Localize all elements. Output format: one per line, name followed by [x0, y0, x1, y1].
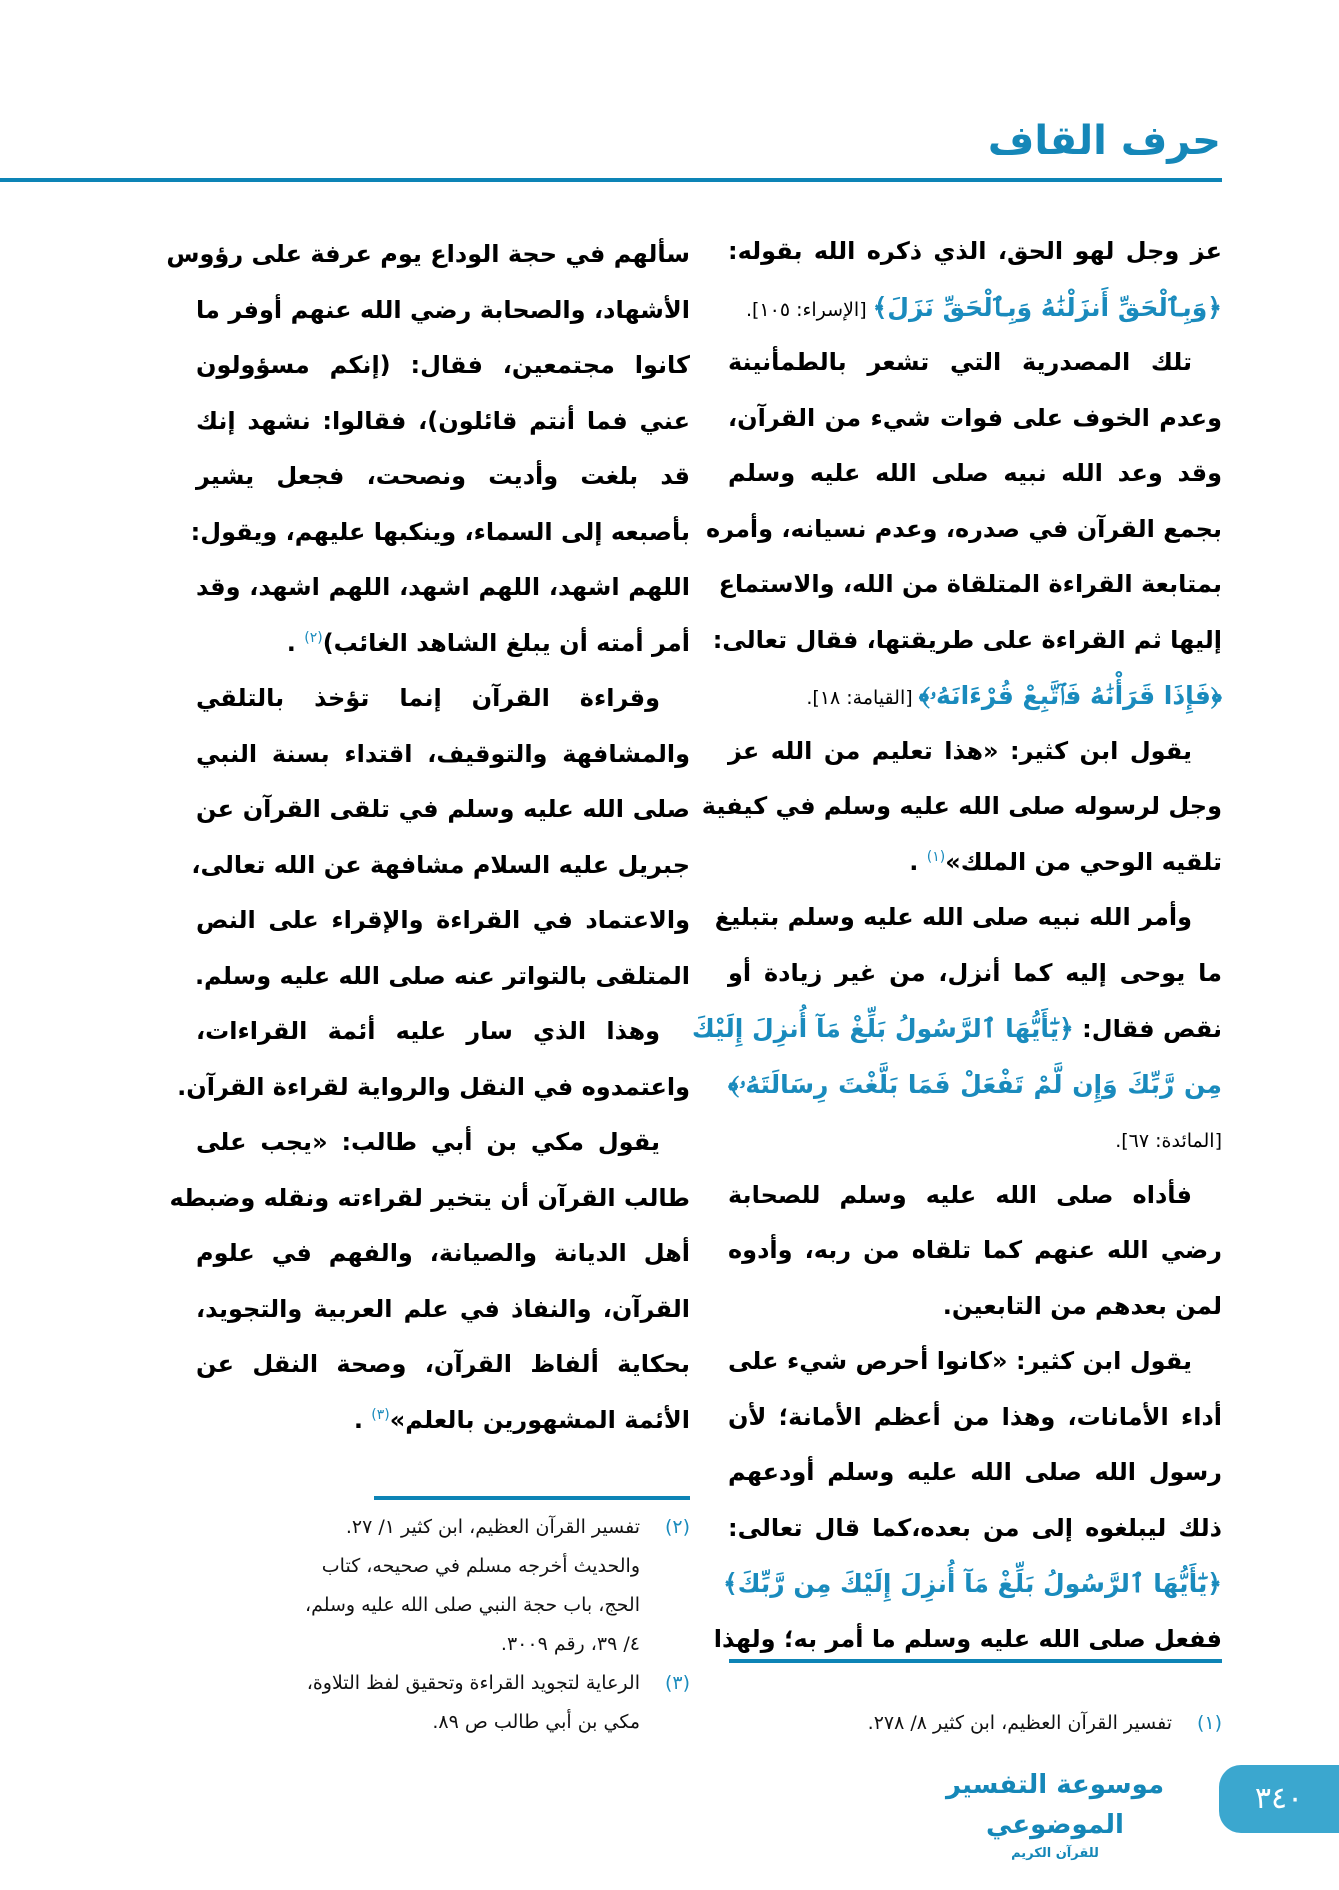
footnote-line	[196, 1508, 690, 1547]
text-line	[728, 835, 1222, 891]
text-line	[728, 1112, 1222, 1168]
quran-verse: ﴿وَبِٱلْحَقِّ أَنزَلْنَٰهُ وَبِٱلْحَقِّ نَزَلَ﴾	[872, 292, 1222, 322]
body-text: ففعل صلى الله عليه وسلم ما أمر به؛ ولهذا	[713, 1624, 1222, 1653]
body-text: رسول الله صلى الله عليه وسلم أودعهم	[728, 1458, 1222, 1486]
text-line	[722, 1556, 1222, 1612]
text-line	[728, 446, 1222, 502]
text-line	[728, 1390, 1222, 1446]
body-text: كانوا مجتمعين، فقال: (إنكم مسؤولون	[196, 351, 690, 379]
body-text: وهذا الذي سار عليه أئمة القراءات،	[196, 1017, 660, 1045]
body-text: .	[353, 1405, 372, 1434]
text-line	[728, 724, 1222, 780]
quran-verse: مِن رَّبِّكَ وَإِن لَّمْ تَفْعَلْ فَمَا بَلَّغْتَ رِسَالَتَهُۥ﴾	[728, 1069, 1222, 1099]
text-line	[166, 227, 690, 283]
body-text: رضي الله عنهم كما تلقاه من ربه، وأدوه	[728, 1236, 1222, 1264]
body-text: إليها ثم القراءة على طريقتها، فقال تعالى:	[712, 625, 1222, 654]
footnote-text: ٤/ ٣٩، رقم ٣٠٠٩.	[500, 1633, 640, 1655]
body-text: لمن بعدهم من التابعين.	[942, 1291, 1222, 1320]
body-text: صلى الله عليه وسلم في تلقى القرآن عن	[196, 795, 690, 823]
page-number-tab: ٣٤٠	[1219, 1765, 1339, 1833]
text-line	[177, 1060, 690, 1116]
body-text: القرآن، والنفاذ في علم العربية والتجويد،	[196, 1294, 690, 1323]
text-line	[728, 1223, 1222, 1279]
verse-citation: [القيامة: ١٨].	[806, 687, 919, 709]
text-line	[714, 890, 1222, 946]
text-line	[728, 946, 1222, 1002]
text-line	[728, 391, 1222, 447]
text-line	[196, 616, 690, 672]
chapter-title: حرف القاف	[987, 118, 1221, 164]
text-line	[169, 1171, 690, 1227]
footnote-ref[interactable]: (١)	[926, 848, 946, 865]
footnote-text: والحديث أخرجه مسلم في صحيحه، كتاب	[321, 1555, 640, 1577]
footnote-ref[interactable]: (٣)	[371, 1406, 390, 1423]
footnote-number: (١)	[1196, 1712, 1222, 1734]
body-text: والاعتماد في القراءة والإقراء على النص	[196, 906, 690, 934]
left-text-column	[166, 227, 690, 1448]
footnote-divider-right	[729, 1659, 1222, 1663]
body-text: عز وجل لهو الحق، الذي ذكره الله بقوله:	[728, 237, 1222, 265]
body-text: وقد وعد الله نبيه صلى الله عليه وسلم	[728, 459, 1222, 487]
body-text: والمشافهة والتوقيف، اقتداء بسنة النبي	[196, 739, 690, 768]
body-text: وأمر الله نبيه صلى الله عليه وسلم بتبليغ	[714, 903, 1192, 931]
text-line	[196, 560, 690, 616]
body-text: المتلقى بالتواتر عنه صلى الله عليه وسلم.	[194, 961, 690, 990]
footnote-text: الحج، باب حجة النبي صلى الله عليه وسلم،	[304, 1594, 640, 1616]
body-text: اللهم اشهد، اللهم اشهد، اللهم اشهد، وقد	[196, 573, 690, 601]
body-text: وقراءة القرآن إنما تؤخذ بالتلقي	[196, 684, 660, 712]
text-line	[196, 893, 690, 949]
footnote-line	[196, 1625, 690, 1664]
footnote-line	[196, 1547, 690, 1586]
text-line	[196, 1226, 690, 1282]
body-text: عني فما أنتم قائلون)، فقالوا: نشهد إنك	[196, 406, 690, 435]
body-text: يقول ابن كثير: «هذا تعليم من الله عز	[728, 736, 1192, 765]
logo-subtitle: للقرآن الكريم	[1011, 1846, 1099, 1861]
text-line	[196, 782, 690, 838]
text-line	[701, 779, 1222, 835]
text-line	[728, 1501, 1222, 1557]
footnote-line	[196, 1664, 690, 1703]
body-text: أهل الديانة والصيانة، والفهم في علوم	[196, 1239, 690, 1267]
footnote-line	[196, 1703, 690, 1742]
text-line	[196, 1282, 690, 1338]
logo-title: موسوعة التفسير الموضوعي	[945, 1770, 1165, 1840]
body-text: أداء الأمانات، وهذا من أعظم الأمانة؛ لأن	[728, 1402, 1222, 1431]
body-text: تلقيه الوحي من الملك»	[945, 847, 1222, 876]
body-text: يقول ابن كثير: «كانوا أحرص شيء على	[728, 1347, 1192, 1375]
footnote-line	[196, 1586, 690, 1625]
text-line	[705, 502, 1222, 558]
text-line	[191, 838, 690, 894]
body-text: فأداه صلى الله عليه وسلم للصحابة	[728, 1180, 1192, 1209]
verse-citation: [المائدة: ٦٧].	[1115, 1130, 1222, 1152]
text-line	[728, 668, 1222, 724]
body-text: .	[909, 847, 927, 876]
text-line	[196, 727, 690, 783]
body-text: وعدم الخوف على فوات شيء من القرآن،	[728, 403, 1222, 432]
text-line	[691, 1001, 1222, 1057]
body-text: بمتابعة القراءة المتلقاة من الله، والاستماع	[718, 570, 1222, 598]
body-text: جبريل عليه السلام مشافهة عن الله تعالى،	[191, 850, 690, 879]
body-text: بجمع القرآن في صدره، وعدم نسيانه، وأمره	[705, 514, 1222, 543]
text-line	[728, 224, 1222, 280]
verse-citation: [الإسراء: ١٠٥].	[745, 298, 873, 321]
footnotes-right	[729, 1704, 1222, 1743]
text-line	[196, 394, 690, 450]
quran-verse: ﴿يَٰٓأَيُّهَا ٱلرَّسُولُ بَلِّغْ مَآ أُنزِلَ إِلَيْكَ مِن رَّبِّكَ﴾	[722, 1569, 1222, 1598]
footnote-text: تفسير القرآن العظيم، ابن كثير ١/ ٢٧.	[345, 1516, 640, 1538]
body-text: الأئمة المشهورين بالعلم»	[389, 1405, 690, 1434]
encyclopedia-logo	[930, 1765, 1180, 1863]
header-divider	[0, 178, 1222, 182]
body-text: نقص فقال:	[1073, 1015, 1222, 1043]
text-line	[196, 283, 690, 339]
text-line	[728, 1279, 1222, 1335]
text-line	[728, 280, 1222, 336]
text-line	[196, 1337, 690, 1393]
body-text: بحكاية ألفاظ القرآن، وصحة النقل عن	[196, 1350, 690, 1378]
body-text: قد بلغت وأديت ونصحت، فجعل يشير	[196, 462, 690, 490]
text-line	[196, 1393, 690, 1449]
text-line	[196, 1004, 690, 1060]
text-line	[728, 335, 1222, 391]
body-text: وجل لرسوله صلى الله عليه وسلم في كيفية	[701, 792, 1222, 820]
text-line	[196, 949, 690, 1005]
body-text: سألهم في حجة الوداع يوم عرفة على رؤوس	[166, 240, 690, 268]
body-text: يقول مكي بن أبي طالب: «يجب على	[196, 1128, 660, 1156]
footnotes-left	[196, 1508, 690, 1742]
footnote-divider-left	[374, 1496, 690, 1500]
footnote-line	[729, 1704, 1222, 1743]
body-text: الأشهاد، والصحابة رضي الله عنهم أوفر ما	[196, 295, 690, 324]
text-line	[728, 1168, 1222, 1224]
footnote-number: (٣)	[664, 1672, 690, 1694]
text-line	[728, 1334, 1222, 1390]
right-text-column	[691, 224, 1222, 1667]
footnote-ref[interactable]: (٢)	[304, 629, 323, 646]
text-line	[718, 557, 1222, 613]
footnote-text: مكي بن أبي طالب ص ٨٩.	[432, 1711, 640, 1733]
body-text: طالب القرآن أن يتخير لقراءته ونقله وضبطه	[169, 1183, 690, 1212]
text-line	[196, 671, 690, 727]
footnote-number: (٢)	[664, 1516, 690, 1538]
body-text: بأصبعه إلى السماء، وينكبها عليهم، ويقول:	[190, 517, 690, 546]
text-line	[196, 1115, 690, 1171]
quran-verse: ﴿يَٰٓأَيُّهَا ٱلرَّسُولُ بَلِّغْ مَآ أُنزِلَ إِلَيْكَ	[691, 1014, 1074, 1043]
body-text: تلك المصدرية التي تشعر بالطمأنينة	[728, 348, 1192, 376]
body-text: ما يوحى إليه كما أنزل، من غير زيادة أو	[728, 958, 1222, 987]
body-text: واعتمدوه في النقل والرواية لقراءة القرآن.	[177, 1072, 690, 1101]
text-line	[196, 338, 690, 394]
text-line	[190, 505, 690, 561]
body-text: ذلك ليبلغوه إلى من بعده،كما قال تعالى:	[728, 1513, 1222, 1542]
text-line	[728, 1057, 1222, 1113]
body-text: .	[286, 628, 305, 657]
footnote-text: تفسير القرآن العظيم، ابن كثير ٨/ ٢٧٨.	[867, 1712, 1172, 1734]
text-line	[712, 613, 1222, 669]
text-line	[728, 1445, 1222, 1501]
body-text: أمر أمته أن يبلغ الشاهد الغائب)	[322, 628, 690, 657]
text-line	[196, 449, 690, 505]
footnote-text: الرعاية لتجويد القراءة وتحقيق لفظ التلاوة،	[306, 1672, 640, 1694]
quran-verse: ﴿فَإِذَا قَرَأْنَٰهُ فَٱتَّبِعْ قُرْءَانَهُۥ﴾	[918, 681, 1222, 710]
